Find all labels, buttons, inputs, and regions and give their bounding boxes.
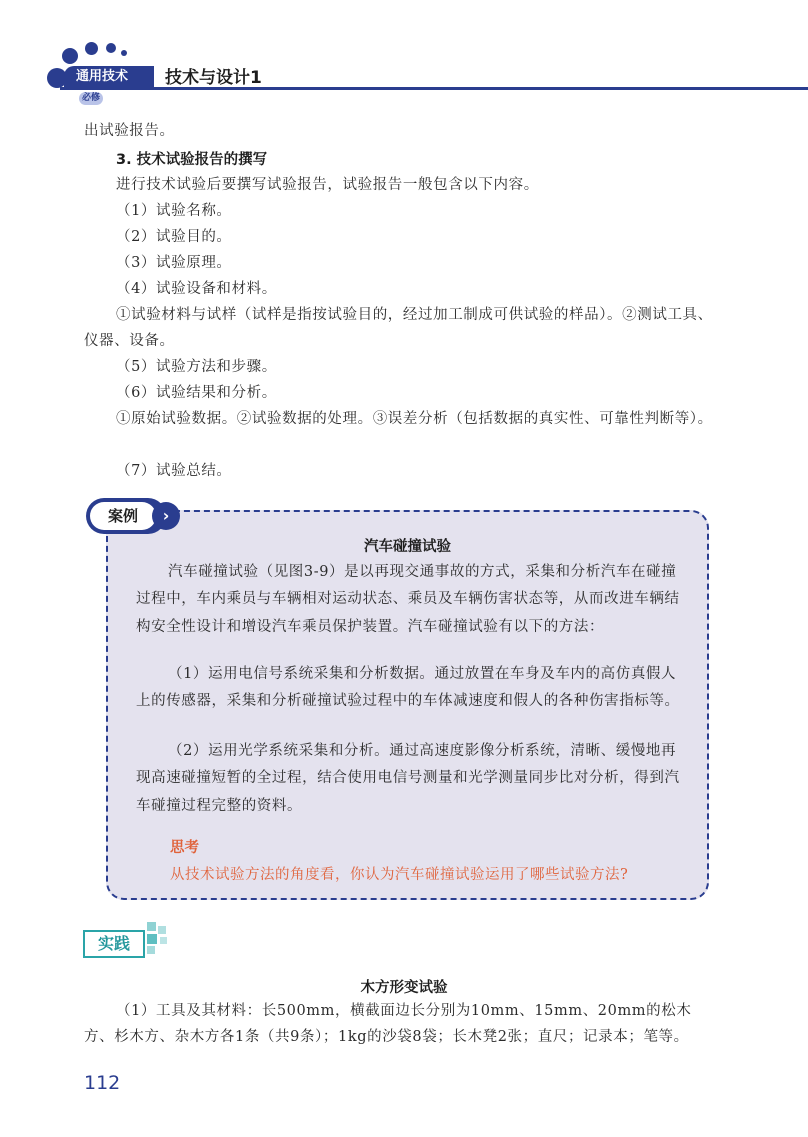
section-heading: 3. 技术试验报告的撰写 (116, 152, 268, 168)
list-item: （3）试验原理。 (116, 255, 232, 271)
list-item: （7）试验总结。 (116, 463, 232, 479)
decor-square (160, 937, 167, 944)
think-heading: 思考 (170, 840, 199, 856)
decor-square (147, 946, 155, 954)
practice-tab: 实践 (83, 930, 145, 958)
case-tab (86, 498, 178, 534)
list-item: （6）试验结果和分析。 (116, 385, 277, 401)
section-lead: 进行技术试验后要撰写试验报告，试验报告一般包含以下内容。 (116, 177, 539, 193)
case-title: 汽车碰撞试验 (364, 539, 451, 555)
header-dot (121, 50, 127, 56)
header-dot (106, 43, 116, 53)
list-item: （5）试验方法和步骤。 (116, 359, 277, 375)
intro-tail: 出试验报告。 (84, 123, 175, 139)
list-item: （2）试验目的。 (116, 229, 232, 245)
case-paragraph: （2）运用光学系统采集和分析。通过高速度影像分析系统，清晰、缓慢地再现高速碰撞短暂的全过程，结合使用电信号测量和光学测量同步比对分析，得到汽车碰撞过程完整的资料。 (136, 743, 680, 814)
list-item: ①原始试验数据。②试验数据的处理。③误差分析（包括数据的真实性、可靠性判断等）。 (116, 411, 713, 427)
case-paragraph: （1）运用电信号系统采集和分析数据。通过放置在车身及车内的高仿真假人上的传感器，采集和分析碰撞试验过程中的车体减速度和假人的各种伤害指标等。 (136, 666, 680, 710)
case-paragraph: 汽车碰撞试验（见图3-9）是以再现交通事故的方式，采集和分析汽车在碰撞过程中，车内乘员与车辆相对运动状态、乘员及车辆伤害状态等，从而改进车辆结构安全性设计和增设汽车乘员保护装置。汽车碰撞试验有以下的方法： (136, 564, 680, 635)
chevron-right-icon: › (152, 502, 180, 530)
case-tab-label: 案例 (90, 502, 156, 530)
header-dot (62, 48, 78, 64)
book-title: 技术与设计1 (165, 68, 262, 88)
series-label: 通用技术必修 (64, 66, 154, 87)
header-dot (85, 42, 98, 55)
decor-square (158, 926, 166, 934)
decor-square (147, 922, 156, 931)
required-badge: 必修 (79, 92, 103, 105)
list-item: ①试验材料与试样（试样是指按试验目的，经过加工制成可供试验的样品）。②测试工具、仪器、设备。 (84, 307, 713, 349)
practice-title: 木方形变试验 (360, 980, 448, 996)
list-item: （1）试验名称。 (116, 203, 232, 219)
page-number: 112 (84, 1072, 121, 1094)
list-item: （4）试验设备和材料。 (116, 281, 277, 297)
page-header (0, 0, 808, 103)
decor-square (147, 934, 157, 944)
practice-paragraph: （1）工具及其材料：长500mm，横截面边长分别为10mm、15mm、20mm的松木方、杉木方、杂木方各1条（共9条）；1kg的沙袋8袋；长木凳2张；直尺；记录本；笔等。 (84, 1003, 692, 1045)
think-question: 从技术试验方法的角度看，你认为汽车碰撞试验运用了哪些试验方法? (170, 867, 629, 883)
